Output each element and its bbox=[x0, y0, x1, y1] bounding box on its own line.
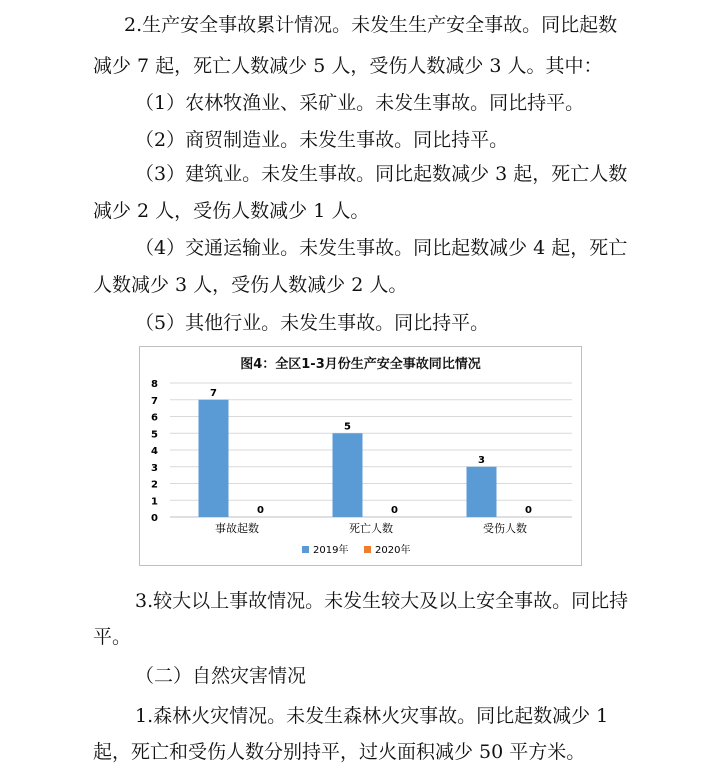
data-label: 0 bbox=[257, 505, 264, 516]
chart-box bbox=[139, 346, 582, 566]
y-tick-label: 4 bbox=[151, 446, 158, 457]
line-i5: （5）其他行业。未发生事故。同比持平。 bbox=[135, 312, 490, 334]
data-label: 3 bbox=[478, 454, 485, 466]
line-p1-1: 2.生产安全事故累计情况。未发生生产安全事故。同比起数 bbox=[124, 14, 618, 36]
bar-2019 bbox=[199, 400, 229, 517]
line-i3-1: （3）建筑业。未发生事故。同比起数减少 3 起，死亡人数 bbox=[135, 163, 628, 185]
y-tick-label: 5 bbox=[151, 429, 158, 441]
x-tick-label: 事故起数 bbox=[215, 522, 259, 535]
line-i1: （1）农林牧渔业、采矿业。未发生事故。同比持平。 bbox=[135, 92, 585, 114]
line-p1-2: 减少 7 起，死亡人数减少 5 人，受伤人数减少 3 人。其中： bbox=[93, 55, 603, 77]
y-tick-label: 7 bbox=[151, 395, 158, 407]
line-p3-2: 平。 bbox=[93, 626, 132, 648]
y-tick-label: 1 bbox=[151, 496, 158, 508]
line-i2: （2）商贸制造业。未发生事故。同比持平。 bbox=[135, 129, 509, 151]
legend-swatch-2020 bbox=[364, 546, 371, 553]
bar-2019 bbox=[333, 433, 363, 517]
line-p4-2: 起，死亡和受伤人数分别持平，过火面积减少 50 平方米。 bbox=[93, 741, 586, 763]
x-tick-label: 受伤人数 bbox=[483, 522, 527, 535]
bar-chart bbox=[140, 347, 581, 565]
line-i4-2: 人数减少 3 人，受伤人数减少 2 人。 bbox=[93, 274, 408, 296]
y-tick-label: 0 bbox=[151, 513, 158, 524]
line-p4-1: 1.森林火灾情况。未发生森林火灾事故。同比起数减少 1 bbox=[135, 705, 609, 727]
y-tick-label: 2 bbox=[151, 479, 158, 491]
chart-title: 图4：全区1-3月份生产安全事故同比情况 bbox=[240, 357, 481, 372]
line-h2: （二）自然灾害情况 bbox=[135, 665, 307, 687]
data-label: 0 bbox=[391, 505, 398, 516]
data-label: 5 bbox=[344, 421, 351, 433]
y-tick-label: 6 bbox=[151, 412, 158, 424]
line-i3-2: 减少 2 人，受伤人数减少 1 人。 bbox=[93, 200, 370, 222]
legend-label: 2019年 bbox=[313, 545, 349, 556]
y-tick-label: 3 bbox=[151, 462, 158, 474]
x-tick-label: 死亡人数 bbox=[349, 522, 393, 535]
data-label: 0 bbox=[525, 505, 532, 516]
line-p3-1: 3.较大以上事故情况。未发生较大及以上安全事故。同比持 bbox=[135, 590, 629, 612]
y-tick-label: 8 bbox=[151, 379, 158, 390]
legend-swatch-2019 bbox=[302, 546, 309, 553]
legend-label: 2020年 bbox=[375, 545, 411, 556]
line-i4-1: （4）交通运输业。未发生事故。同比起数减少 4 起，死亡 bbox=[135, 237, 628, 259]
bar-2019 bbox=[467, 467, 497, 517]
data-label: 7 bbox=[210, 387, 217, 399]
